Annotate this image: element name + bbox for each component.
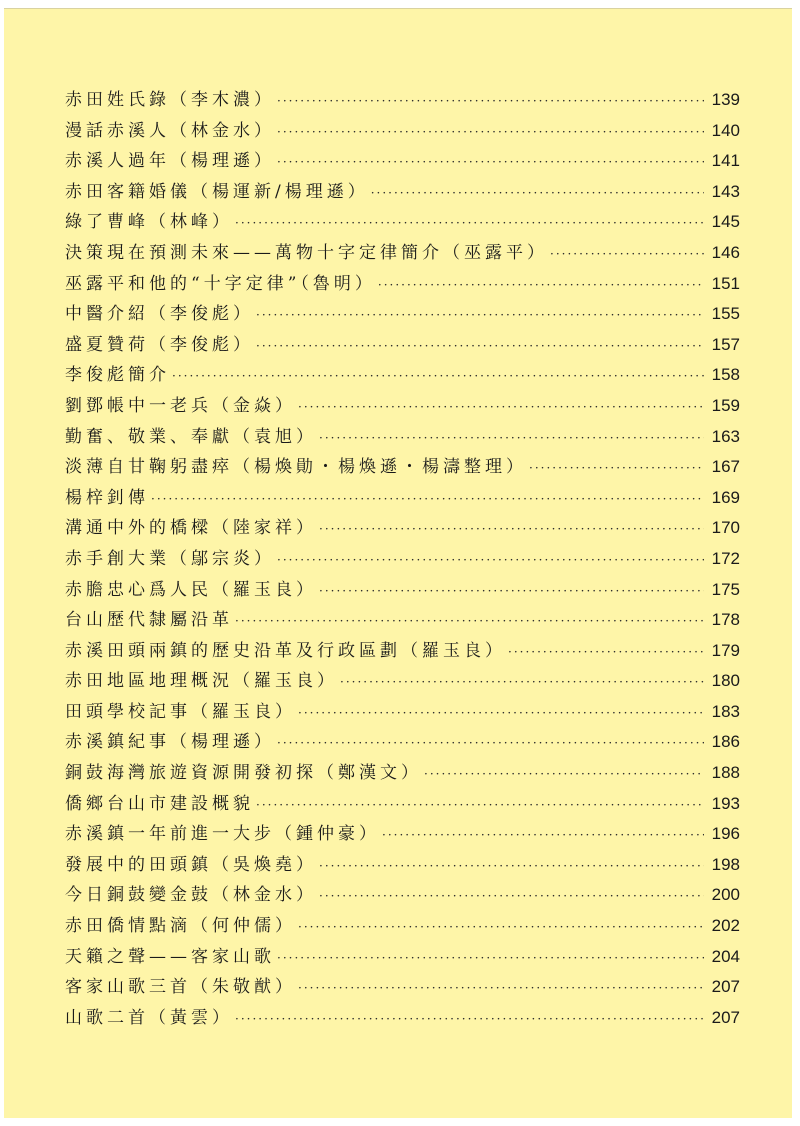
toc-entry-page-number: 141 bbox=[711, 151, 740, 171]
document-page bbox=[4, 8, 792, 1118]
toc-entry bbox=[65, 972, 740, 1003]
dot-leader bbox=[151, 484, 704, 515]
toc-entry bbox=[65, 942, 740, 973]
toc-entry bbox=[65, 819, 740, 850]
toc-entry bbox=[65, 207, 740, 238]
toc-entry-title: 僑鄉台山市建設概貌 bbox=[65, 793, 254, 814]
toc-entry bbox=[65, 544, 740, 575]
toc-entry-page-number: 151 bbox=[711, 273, 740, 293]
toc-entry-title: 盛夏贊荷（李俊彪） bbox=[65, 334, 254, 355]
toc-entry-page-number: 140 bbox=[711, 120, 740, 140]
dot-leader bbox=[340, 667, 704, 698]
toc-entry-title: 赤田姓氏錄（李木濃） bbox=[65, 90, 275, 110]
toc-entry-title: 巫露平和他的“十字定律”（魯明） bbox=[65, 273, 376, 294]
dot-leader bbox=[550, 239, 704, 270]
toc-entry bbox=[65, 452, 740, 483]
toc-entry-title: 李俊彪簡介 bbox=[65, 365, 170, 386]
dot-leader bbox=[319, 851, 704, 882]
toc-entry-title: 客家山歌三首（朱敬猷） bbox=[65, 977, 296, 998]
toc-entry-page-number: 139 bbox=[711, 90, 740, 109]
dot-leader bbox=[508, 637, 704, 668]
dot-leader bbox=[277, 117, 704, 148]
dot-leader bbox=[256, 300, 704, 331]
dot-leader bbox=[529, 453, 704, 484]
toc-entry bbox=[65, 85, 740, 116]
toc-entry bbox=[65, 605, 740, 636]
table-of-contents bbox=[65, 85, 740, 1033]
toc-entry bbox=[65, 116, 740, 147]
toc-entry-page-number: 200 bbox=[711, 885, 740, 905]
toc-entry bbox=[65, 299, 740, 330]
dot-leader bbox=[319, 423, 704, 454]
toc-entry bbox=[65, 1003, 740, 1034]
toc-entry bbox=[65, 146, 740, 177]
toc-entry bbox=[65, 330, 740, 361]
toc-entry-title: 勤奮、敬業、奉獻（袁旭） bbox=[65, 426, 317, 447]
toc-entry bbox=[65, 391, 740, 422]
toc-entry-title: 赤手創大業（鄔宗炎） bbox=[65, 548, 275, 569]
toc-entry-title: 發展中的田頭鎮（吳煥堯） bbox=[65, 854, 317, 875]
toc-entry-title: 天籟之聲——客家山歌 bbox=[65, 946, 275, 967]
toc-entry-page-number: 204 bbox=[711, 946, 740, 966]
toc-entry-page-number: 186 bbox=[711, 732, 740, 752]
toc-entry bbox=[65, 177, 740, 208]
dot-leader bbox=[382, 820, 704, 851]
toc-entry bbox=[65, 880, 740, 911]
dot-leader bbox=[277, 147, 704, 178]
dot-leader bbox=[371, 178, 704, 209]
toc-entry-page-number: 193 bbox=[711, 793, 740, 813]
toc-entry-page-number: 159 bbox=[711, 395, 740, 415]
dot-leader bbox=[298, 698, 704, 729]
toc-entry-page-number: 198 bbox=[711, 854, 740, 874]
dot-leader bbox=[172, 361, 704, 392]
toc-entry-title: 淡薄自甘鞠躬盡瘁（楊煥勛・楊煥遜・楊濤整理） bbox=[65, 457, 527, 478]
toc-entry bbox=[65, 666, 740, 697]
toc-entry-page-number: 167 bbox=[711, 457, 740, 477]
toc-entry-page-number: 202 bbox=[711, 916, 740, 936]
toc-entry bbox=[65, 269, 740, 300]
toc-entry-title: 綠了曹峰（林峰） bbox=[65, 212, 233, 233]
toc-entry-page-number: 155 bbox=[711, 304, 740, 324]
dot-leader bbox=[298, 392, 704, 423]
toc-entry-page-number: 143 bbox=[711, 181, 740, 201]
dot-leader bbox=[319, 514, 704, 545]
toc-entry-title: 赤溪鎮一年前進一大步（鍾仲豪） bbox=[65, 824, 380, 845]
toc-entry-page-number: 180 bbox=[711, 671, 740, 691]
toc-entry-page-number: 178 bbox=[711, 610, 740, 630]
toc-entry-page-number: 145 bbox=[711, 212, 740, 232]
toc-entry bbox=[65, 727, 740, 758]
toc-entry-title: 台山歷代隸屬沿革 bbox=[65, 610, 233, 631]
toc-entry-page-number: 207 bbox=[711, 977, 740, 997]
toc-entry-title: 楊梓釗傳 bbox=[65, 487, 149, 508]
toc-entry-title: 赤田地區地理概況（羅玉良） bbox=[65, 671, 338, 692]
toc-entry-page-number: 170 bbox=[711, 518, 740, 538]
toc-entry bbox=[65, 422, 740, 453]
toc-entry-page-number: 146 bbox=[711, 242, 740, 262]
toc-entry-title: 今日銅鼓變金鼓（林金水） bbox=[65, 885, 317, 906]
dot-leader bbox=[256, 331, 704, 362]
toc-entry-title: 劉鄧帳中一老兵（金焱） bbox=[65, 395, 296, 416]
toc-entry-title: 漫話赤溪人（林金水） bbox=[65, 120, 275, 141]
dot-leader bbox=[424, 759, 704, 790]
dot-leader bbox=[378, 270, 704, 301]
dot-leader bbox=[319, 576, 704, 607]
toc-entry bbox=[65, 697, 740, 728]
toc-entry-title: 山歌二首（黃雲） bbox=[65, 1007, 233, 1028]
toc-entry-title: 溝通中外的橋樑（陸家祥） bbox=[65, 518, 317, 539]
toc-entry bbox=[65, 575, 740, 606]
toc-entry-title: 決策現在預測未來——萬物十字定律簡介（巫露平） bbox=[65, 242, 548, 263]
toc-entry-page-number: 169 bbox=[711, 487, 740, 507]
toc-entry-title: 中醫介紹（李俊彪） bbox=[65, 304, 254, 325]
toc-entry bbox=[65, 483, 740, 514]
toc-entry-page-number: 158 bbox=[711, 365, 740, 385]
dot-leader bbox=[235, 208, 704, 239]
toc-entry bbox=[65, 758, 740, 789]
dot-leader bbox=[277, 545, 704, 576]
dot-leader bbox=[298, 973, 704, 1004]
toc-entry bbox=[65, 636, 740, 667]
toc-entry-page-number: 188 bbox=[711, 763, 740, 783]
toc-entry-title: 赤膽忠心爲人民（羅玉良） bbox=[65, 579, 317, 600]
toc-entry-title: 赤田僑情點滴（何仲儒） bbox=[65, 916, 296, 937]
toc-entry-page-number: 172 bbox=[711, 548, 740, 568]
dot-leader bbox=[277, 943, 704, 974]
toc-entry-page-number: 175 bbox=[711, 579, 740, 599]
toc-entry bbox=[65, 360, 740, 391]
toc-entry bbox=[65, 513, 740, 544]
dot-leader bbox=[277, 728, 704, 759]
toc-entry-page-number: 183 bbox=[711, 701, 740, 721]
toc-entry-title: 銅鼓海灣旅遊資源開發初探（鄭漢文） bbox=[65, 763, 422, 784]
toc-entry-page-number: 163 bbox=[711, 426, 740, 446]
toc-entry-title: 赤溪田頭兩鎮的歷史沿革及行政區劃（羅玉良） bbox=[65, 640, 506, 661]
toc-entry-title: 赤田客籍婚儀（楊運新/楊理遜） bbox=[65, 181, 369, 202]
toc-entry-page-number: 196 bbox=[711, 824, 740, 844]
toc-entry-page-number: 207 bbox=[711, 1007, 740, 1027]
toc-entry bbox=[65, 789, 740, 820]
toc-entry bbox=[65, 911, 740, 942]
toc-entry-title: 田頭學校記事（羅玉良） bbox=[65, 701, 296, 722]
toc-entry bbox=[65, 238, 740, 269]
toc-entry-title: 赤溪人過年（楊理遜） bbox=[65, 151, 275, 172]
dot-leader bbox=[298, 912, 704, 943]
dot-leader bbox=[277, 86, 704, 117]
toc-entry-page-number: 179 bbox=[711, 640, 740, 660]
dot-leader bbox=[256, 790, 704, 821]
toc-entry bbox=[65, 850, 740, 881]
dot-leader bbox=[235, 606, 704, 637]
toc-entry-page-number: 157 bbox=[711, 334, 740, 354]
dot-leader bbox=[319, 881, 704, 912]
dot-leader bbox=[235, 1004, 704, 1035]
toc-entry-title: 赤溪鎮紀事（楊理遜） bbox=[65, 732, 275, 753]
